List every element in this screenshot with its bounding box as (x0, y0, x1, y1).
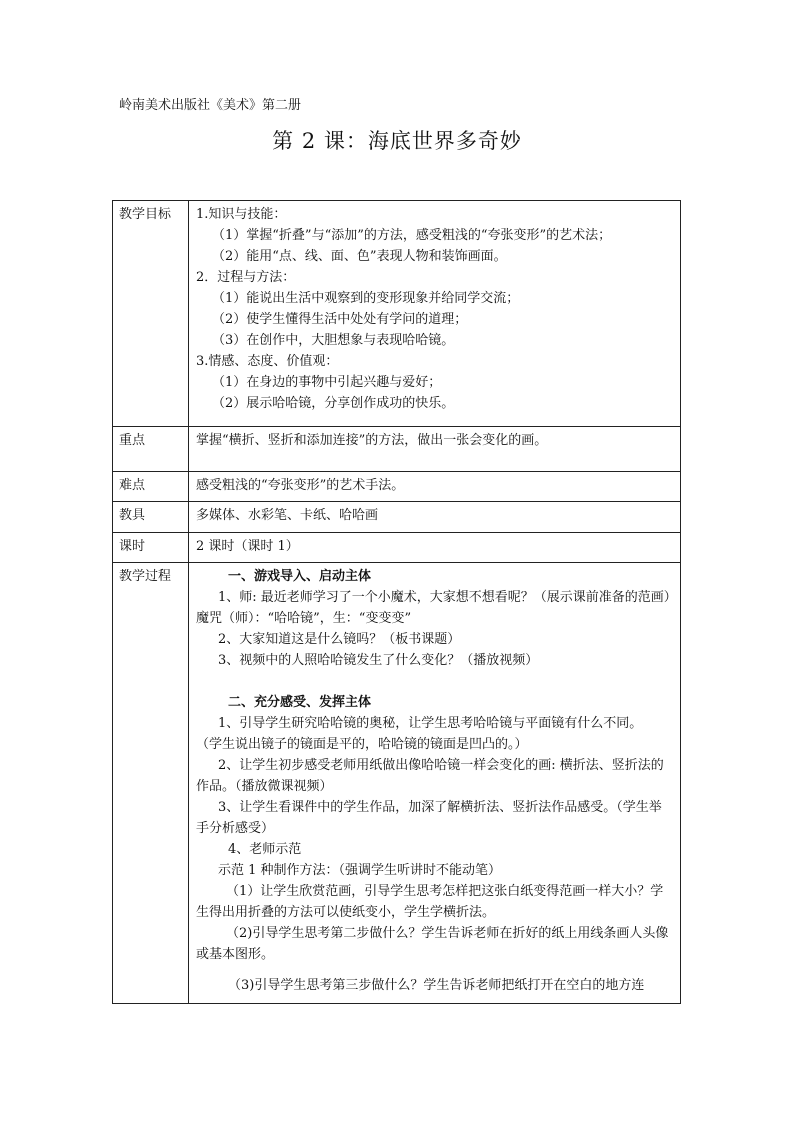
label-process: 教学过程 (113, 563, 189, 1004)
hours-line: 2 课时（课时 1） (196, 539, 299, 554)
process-item: 3、视频中的人照哈哈镜发生了什么变化？（播放视频） (218, 653, 539, 668)
demo-step: （2)引导学生思考第二步做什么？学生告诉老师在折好的纸上用线条画人头像或基本图形。 (196, 926, 669, 962)
objective-line: （1）掌握“折叠”与“添加”的方法，感受粗浅的“夸张变形”的艺术法； (212, 228, 612, 243)
objective-line: （1）能说出生活中观察到的变形现象并给同学交流； (212, 291, 520, 306)
materials-text (189, 502, 681, 533)
demo-step: （1）让学生欣赏范画，引导学生思考怎样把这张白纸变得范画一样大小？学生得出用折叠的方法可以使纸变小，学生学横折法。 (196, 884, 664, 920)
demo-intro: 示范 1 种制作方法：（强调学生听讲时不能动笔） (218, 863, 502, 878)
objective-line: （2）展示哈哈镜，分享创作成功的快乐。 (212, 396, 455, 411)
spacer (196, 671, 673, 692)
table-row-materials (113, 502, 681, 533)
materials-line: 多媒体、水彩笔、卡纸、哈哈画 (196, 508, 379, 523)
label-difficulty: 难点 (113, 472, 189, 502)
objective-line: 3.情感、态度、价值观： (196, 354, 339, 369)
key-point-text (189, 427, 681, 472)
difficulty-text (189, 472, 681, 502)
key-point-line: 掌握“横折、竖折和添加连接”的方法，做出一张会变化的画。 (196, 433, 548, 448)
process-item: 1、师: 最近老师学习了一个小魔术，大家想不想看呢？（展示课前准备的范画）魔咒（师）：“哈哈镜”，生：“变变变” (196, 590, 671, 626)
spacer (196, 965, 673, 975)
section-heading: 一、游戏导入、启动主体 (228, 569, 372, 584)
label-materials: 教具 (113, 502, 189, 533)
label-key-point: 重点 (113, 427, 189, 472)
objectives-content (189, 201, 681, 427)
table-row-hours (113, 533, 681, 563)
lesson-plan-table (112, 200, 681, 1004)
objective-line: （2）使学生懂得生活中处处有学问的道理； (212, 312, 468, 327)
objective-line: （3）在创作中，大胆想象与表现哈哈镜。 (212, 333, 455, 348)
difficulty-line: 感受粗浅的“夸张变形”的艺术手法。 (196, 478, 405, 493)
publisher-line: 岭南美术出版社《美术》第二册 (119, 98, 302, 113)
process-note: （学生说出镜子的镜面是平的，哈哈镜的镜面是凹凸的。） (196, 737, 528, 752)
objective-line: （1）在身边的事物中引起兴趣与爱好； (212, 375, 442, 390)
section-heading: 二、充分感受、发挥主体 (228, 695, 372, 710)
process-item: 2、让学生初步感受老师用纸做出像哈哈镜一样会变化的画: 横折法、竖折法的作品。（播放微课视频） (196, 758, 664, 794)
label-objectives: 教学目标 (113, 201, 189, 427)
label-hours: 课时 (113, 533, 189, 563)
hours-text (189, 533, 681, 563)
lesson-title: 第 2 课：海底世界多奇妙 (272, 129, 522, 153)
table-row-difficulty (113, 472, 681, 502)
process-content (189, 563, 681, 1004)
objective-line: 1.知识与技能： (196, 207, 287, 222)
process-item: 4、老师示范 (228, 842, 302, 857)
process-item: 1、引导学生研究哈哈镜的奥秘，让学生思考哈哈镜与平面镜有什么不同。 (218, 716, 643, 731)
objective-line: （2）能用“点、线、面、色”表现人物和装饰画面。 (212, 249, 507, 264)
table-row-process (113, 563, 681, 1004)
table-row-objectives (113, 201, 681, 427)
demo-step: （3)引导学生思考第三步做什么？学生告诉老师把纸打开在空白的地方连 (228, 978, 645, 993)
process-item: 2、大家知道这是什么镜吗？（板书课题） (218, 632, 461, 647)
objective-line: 2．过程与方法： (196, 270, 296, 285)
table-row-key-point (113, 427, 681, 472)
process-item: 3、让学生看课件中的学生作品，加深了解横折法、竖折法作品感受。（学生举手分析感受） (196, 800, 662, 836)
